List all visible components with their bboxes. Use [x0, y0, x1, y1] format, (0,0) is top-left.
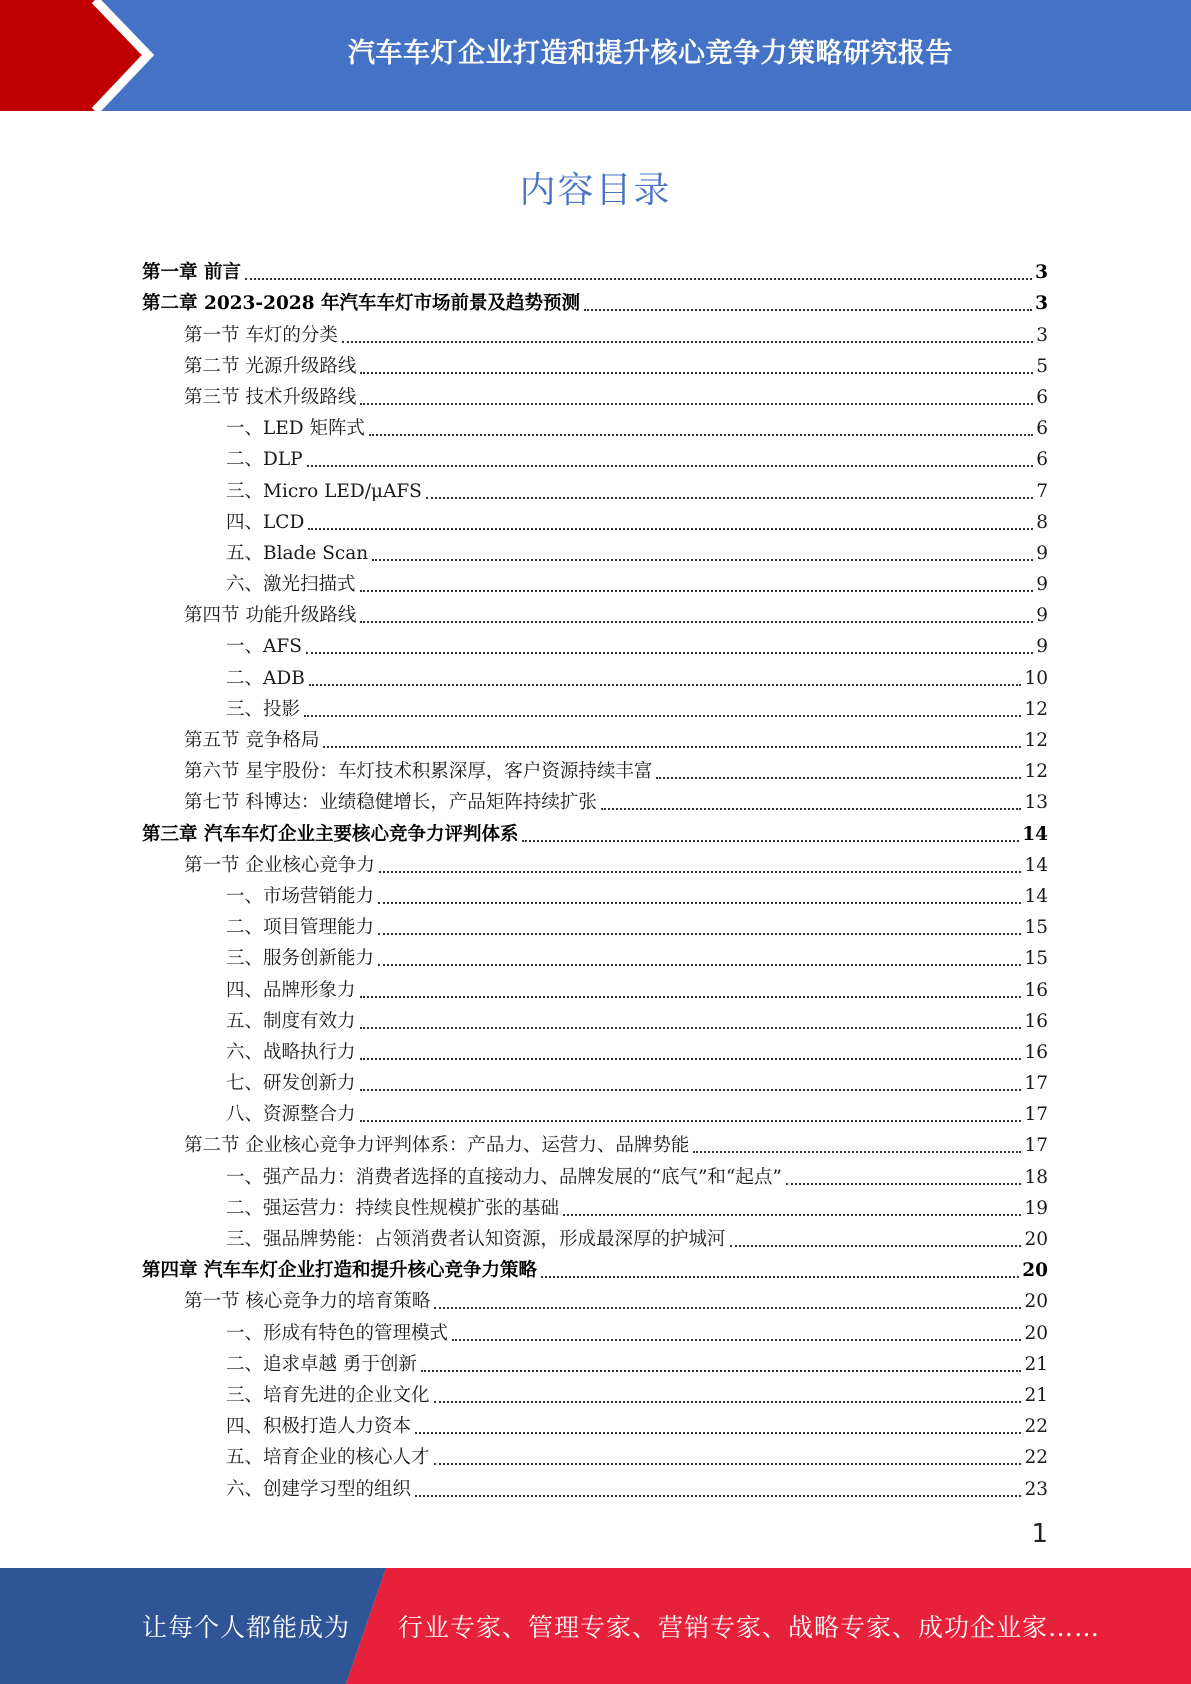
dot-leader: [693, 1151, 1021, 1153]
toc-subsection-entry[interactable]: [142, 567, 1048, 598]
toc-entry-page: 21: [1024, 1384, 1048, 1406]
toc-subsection-entry[interactable]: [142, 1035, 1048, 1066]
toc-subsection-entry[interactable]: [142, 910, 1048, 941]
dot-leader: [342, 341, 1033, 343]
toc-chapter-entry[interactable]: [142, 286, 1048, 317]
dot-leader: [786, 1183, 1022, 1185]
dot-leader: [360, 1120, 1022, 1122]
toc-entry-page: 17: [1024, 1104, 1048, 1126]
toc-subsection-entry[interactable]: [142, 505, 1048, 536]
toc-entry-title: 二、项目管理能力: [226, 917, 375, 939]
dot-leader: [308, 528, 1033, 530]
toc-entry-title: 第七节 科博达：业绩稳健增长，产品矩阵持续扩张: [184, 792, 597, 814]
dot-leader: [563, 1214, 1021, 1216]
toc-subsection-entry[interactable]: [142, 1222, 1048, 1253]
toc-entry-page: 14: [1024, 885, 1048, 907]
toc-entry-page: 6: [1036, 449, 1048, 471]
toc-entry-title: 五、培育企业的核心人才: [226, 1447, 430, 1469]
toc-subsection-entry[interactable]: [142, 1004, 1048, 1035]
toc-entry-page: 6: [1036, 418, 1048, 440]
toc-entry-page: 5: [1036, 355, 1048, 377]
toc-entry-page: 16: [1024, 1010, 1048, 1032]
toc-subsection-entry[interactable]: [142, 536, 1048, 567]
dot-leader: [372, 559, 1033, 561]
toc-section-entry[interactable]: [142, 317, 1048, 348]
dot-leader: [426, 497, 1033, 499]
toc-entry-page: 22: [1024, 1447, 1048, 1469]
dot-leader: [360, 1089, 1022, 1091]
toc-entry-title: 一、LED 矩阵式: [226, 418, 366, 440]
toc-subsection-entry[interactable]: [142, 1471, 1048, 1502]
toc-chapter-entry[interactable]: [142, 1253, 1048, 1284]
toc-entry-title: 第六节 星宇股份：车灯技术积累深厚，客户资源持续丰富: [184, 761, 653, 783]
report-title: 汽车车灯企业打造和提升核心竞争力策略研究报告: [348, 37, 953, 69]
toc-section-entry[interactable]: [142, 1128, 1048, 1159]
dot-leader: [584, 309, 1032, 311]
toc-entry-title: 五、制度有效力: [226, 1010, 356, 1032]
dot-leader: [360, 403, 1033, 405]
dot-leader: [378, 964, 1021, 966]
dot-leader: [541, 1276, 1019, 1278]
toc-entry-page: 15: [1024, 948, 1048, 970]
toc-entry-title: 一、市场营销能力: [226, 885, 375, 907]
toc-chapter-entry[interactable]: [142, 816, 1048, 847]
toc-subsection-entry[interactable]: [142, 411, 1048, 442]
toc-entry-page: 23: [1024, 1478, 1048, 1500]
toc-entry-page: 12: [1024, 761, 1048, 783]
dot-leader: [309, 684, 1022, 686]
toc-entry-title: 六、创建学习型的组织: [226, 1478, 412, 1500]
toc-subsection-entry[interactable]: [142, 1191, 1048, 1222]
dot-leader: [369, 434, 1033, 436]
toc-subsection-entry[interactable]: [142, 879, 1048, 910]
toc-subsection-entry[interactable]: [142, 1315, 1048, 1346]
toc-entry-page: 22: [1024, 1416, 1048, 1438]
toc-subsection-entry[interactable]: [142, 442, 1048, 473]
toc-subsection-entry[interactable]: [142, 941, 1048, 972]
toc-entry-page: 20: [1024, 1229, 1048, 1250]
toc-section-entry[interactable]: [142, 785, 1048, 816]
toc-entry-title: 第三节 技术升级路线: [184, 386, 357, 408]
toc-entry-title: 三、培育先进的企业文化: [226, 1384, 430, 1406]
dot-leader: [360, 1027, 1022, 1029]
toc-entry-page: 7: [1036, 480, 1048, 502]
dot-leader: [656, 777, 1021, 779]
toc-entry-page: 6: [1036, 386, 1048, 408]
toc-entry-page: 17: [1024, 1135, 1048, 1157]
toc-entry-page: 10: [1024, 667, 1048, 689]
toc-entry-title: 七、研发创新力: [226, 1073, 356, 1095]
toc-entry-title: 第一节 核心竞争力的培育策略: [184, 1291, 431, 1313]
dot-leader: [360, 372, 1033, 374]
toc-entry-title: 二、ADB: [226, 667, 305, 689]
toc-subsection-entry[interactable]: [142, 692, 1048, 723]
toc-subsection-entry[interactable]: [142, 473, 1048, 504]
toc-subsection-entry[interactable]: [142, 1097, 1048, 1128]
footer-slogan-left: 让每个人都能成为: [142, 1613, 351, 1642]
toc-section-entry[interactable]: [142, 598, 1048, 629]
toc-entry-title: 二、追求卓越 勇于创新: [226, 1353, 417, 1375]
toc-subsection-entry[interactable]: [142, 1159, 1048, 1190]
toc-entry-page: 8: [1036, 511, 1048, 533]
dot-leader: [415, 1432, 1021, 1434]
toc-entry-title: 八、资源整合力: [226, 1104, 356, 1126]
toc-chapter-entry[interactable]: [142, 255, 1048, 286]
toc-entry-title: 二、强运营力：持续良性规模扩张的基础: [226, 1197, 560, 1219]
dot-leader: [304, 715, 1021, 717]
toc-entry-title: 第二节 企业核心竞争力评判体系：产品力、运营力、品牌势能: [184, 1135, 690, 1157]
toc-subsection-entry[interactable]: [142, 660, 1048, 691]
toc-section-entry[interactable]: [142, 1284, 1048, 1315]
toc-entry-page: 3: [1035, 262, 1048, 284]
dot-leader: [360, 1058, 1022, 1060]
toc-entry-title: 第一章 前言: [142, 262, 241, 284]
toc-entry-title: 四、品牌形象力: [226, 979, 356, 1001]
toc-entry-title: 第五节 竞争格局: [184, 730, 320, 751]
toc-entry-title: 六、战略执行力: [226, 1041, 356, 1063]
toc-entry-page: 13: [1024, 792, 1048, 814]
toc-subsection-entry[interactable]: [142, 1066, 1048, 1097]
toc-entry-page: 12: [1024, 698, 1048, 720]
toc-subsection-entry[interactable]: [142, 1378, 1048, 1409]
toc-entry-title: 四、积极打造人力资本: [226, 1416, 412, 1438]
toc-entry-title: 第三章 汽车车灯企业主要核心竞争力评判体系: [142, 823, 519, 845]
toc-entry-title: 二、DLP: [226, 449, 303, 471]
dot-leader: [452, 1339, 1021, 1341]
dot-leader: [360, 590, 1034, 592]
toc-entry-title: 第四章 汽车车灯企业打造和提升核心竞争力策略: [142, 1260, 537, 1282]
toc-subsection-entry[interactable]: [142, 1440, 1048, 1471]
toc-entry-title: 一、形成有特色的管理模式: [226, 1322, 449, 1344]
dot-leader: [421, 1370, 1022, 1372]
toc-subsection-entry[interactable]: [142, 629, 1048, 660]
toc-entry-page: 15: [1024, 917, 1048, 939]
dot-leader: [379, 871, 1022, 873]
toc-section-entry[interactable]: [142, 754, 1048, 785]
dot-leader: [522, 840, 1019, 842]
toc-entry-page: 14: [1024, 854, 1048, 876]
toc-entry-title: 三、投影: [226, 698, 301, 720]
toc-section-entry[interactable]: [142, 848, 1048, 879]
dot-leader: [307, 465, 1034, 467]
dot-leader: [360, 996, 1022, 998]
toc-entry-title: 五、Blade Scan: [226, 542, 369, 564]
dot-leader: [378, 902, 1021, 904]
header-banner: [0, 0, 1191, 111]
toc-entry-page: 12: [1024, 730, 1048, 751]
dot-leader: [360, 621, 1033, 623]
toc-entry-page: 20: [1024, 1322, 1048, 1344]
toc-entry-title: 第一节 企业核心竞争力: [184, 854, 375, 876]
toc-entry-page: 9: [1036, 542, 1048, 564]
toc-entry-page: 9: [1036, 605, 1048, 627]
toc-entry-title: 六、激光扫描式: [226, 574, 356, 596]
toc-section-entry[interactable]: [142, 723, 1048, 754]
page-number: 1: [1031, 1519, 1048, 1549]
page-title: 内容目录: [519, 170, 672, 211]
toc-entry-page: 20: [1022, 1260, 1048, 1282]
toc-entry-page: 3: [1036, 324, 1048, 346]
toc-entry-page: 19: [1024, 1197, 1048, 1219]
toc-entry-page: 20: [1024, 1291, 1048, 1313]
footer-banner: [0, 1568, 1191, 1684]
toc-entry-title: 一、AFS: [226, 636, 302, 658]
dot-leader: [434, 1307, 1021, 1309]
toc-entry-title: 三、强品牌势能：占领消费者认知资源，形成最深厚的护城河: [226, 1229, 726, 1250]
toc-entry-page: 3: [1035, 293, 1048, 315]
toc-section-entry[interactable]: [142, 349, 1048, 380]
toc-entry-page: 17: [1024, 1073, 1048, 1095]
dot-leader: [434, 1463, 1022, 1465]
table-of-contents: [142, 255, 1048, 1503]
toc-entry-title: 四、LCD: [226, 511, 305, 533]
dot-leader: [601, 808, 1022, 810]
toc-section-entry[interactable]: [142, 380, 1048, 411]
toc-entry-title: 一、强产品力：消费者选择的直接动力、品牌发展的“底气”和“起点”: [226, 1166, 782, 1188]
dot-leader: [434, 1401, 1022, 1403]
dot-leader: [378, 933, 1021, 935]
chevron-arrow-icon: [0, 0, 170, 111]
dot-leader: [415, 1495, 1021, 1497]
footer-slogan-right: 行业专家、管理专家、营销专家、战略专家、成功企业家……: [398, 1613, 1101, 1642]
toc-entry-page: 21: [1024, 1353, 1048, 1375]
dot-leader: [730, 1245, 1022, 1247]
toc-entry-page: 14: [1022, 823, 1048, 845]
dot-leader: [323, 746, 1021, 748]
dot-leader: [245, 278, 1032, 280]
toc-entry-title: 三、Micro LED/μAFS: [226, 480, 422, 502]
dot-leader: [306, 652, 1033, 654]
toc-entry-title: 三、服务创新能力: [226, 948, 375, 970]
toc-subsection-entry[interactable]: [142, 972, 1048, 1003]
toc-subsection-entry[interactable]: [142, 1347, 1048, 1378]
toc-subsection-entry[interactable]: [142, 1409, 1048, 1440]
toc-entry-page: 18: [1024, 1166, 1048, 1188]
toc-entry-page: 16: [1024, 1041, 1048, 1063]
toc-entry-title: 第二节 光源升级路线: [184, 355, 357, 377]
toc-entry-page: 16: [1024, 979, 1048, 1001]
toc-entry-title: 第二章 2023-2028 年汽车车灯市场前景及趋势预测: [142, 293, 581, 315]
toc-entry-title: 第一节 车灯的分类: [184, 324, 338, 346]
toc-entry-page: 9: [1036, 636, 1048, 658]
toc-entry-title: 第四节 功能升级路线: [184, 605, 357, 627]
toc-entry-page: 9: [1036, 574, 1048, 596]
